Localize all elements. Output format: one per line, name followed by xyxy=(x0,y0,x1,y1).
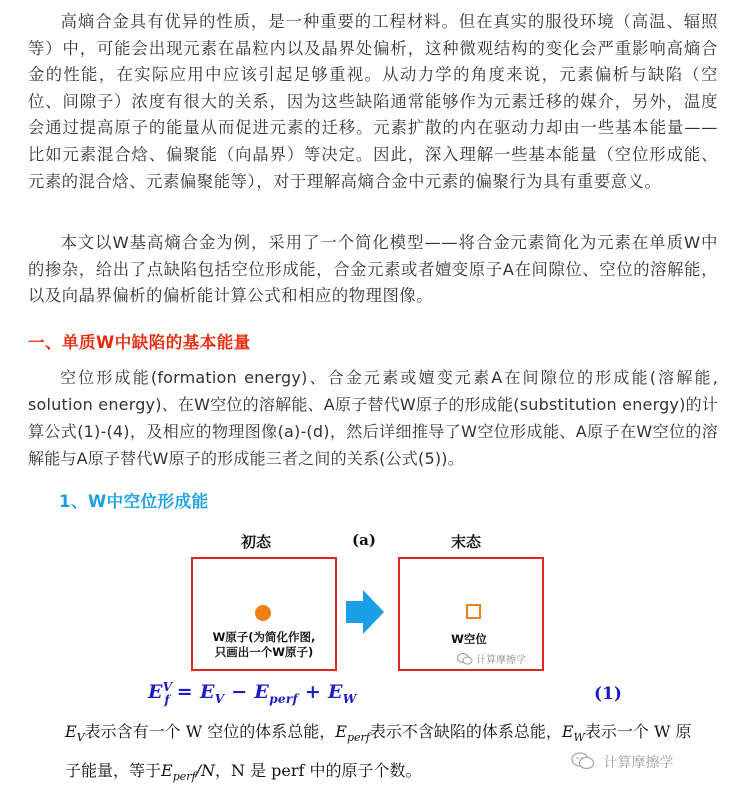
equation-number: (1) xyxy=(594,684,622,704)
initial-caption-line1: W原子(为简化作图, xyxy=(212,630,316,644)
explain-seg1: 表示含有一个 W 空位的体系总能， xyxy=(84,722,336,741)
section-heading: 一、单质W中缺陷的基本能量 xyxy=(28,333,251,352)
initial-state-title: 初态 xyxy=(241,533,272,551)
transition-arrow-icon xyxy=(346,590,386,634)
page-watermark xyxy=(571,752,673,774)
initial-caption-line2: 只画出一个W原子) xyxy=(214,645,314,659)
method-paragraph: 本文以W基高熵合金为例，采用了一个简化模型——将合金元素简化为元素在单质W中的掺杂，给出了点缺陷包括空位形成能，合金元素或者嬗变原子A在间隙位、空位的溶解能，以及向晶界偏析的偏析能计算公式和相应的物理图像。 xyxy=(28,233,718,306)
vacancy-formation-formula: $E^V_f = E_V - E_{perf} + E_W$ xyxy=(148,680,357,707)
explain-seg4: ，N 是 perf 中的原子个数。 xyxy=(214,761,422,781)
section-paragraph: 空位形成能(formation energy)、合金元素或嬗变元素A在间隙位的形成能(溶解能, solution energy)、在W空位的溶解能、A原子替代W原子的形成能(substitution energy)的计算公式(1)-(4)，及相应的物理图像(a)-(d)，然后详细推导了W空位形成能、A原子在W空位的溶解能与A原子替代W原子的形成能三者之间的关系(公式(5))。 xyxy=(28,368,718,468)
explain-seg2: 表示不含缺陷的体系总能， xyxy=(369,722,562,741)
figure-watermark xyxy=(457,651,526,668)
page-watermark-text: 计算摩擦学 xyxy=(603,755,674,771)
formula-explanation: $E_V$表示含有一个 W 空位的体系总能，$E_{perf}$表示不含缺陷的体系总能，$E_W$表示一个 W 原子能量，等于$E_{perf}/N$，N 是 perf 中的原子个数。 xyxy=(65,722,692,784)
w-vacancy-icon xyxy=(466,604,481,619)
wechat-icon xyxy=(457,653,473,668)
initial-state-caption xyxy=(193,630,335,660)
figure-watermark-text: 计算摩擦学 xyxy=(476,655,527,666)
wechat-icon xyxy=(571,752,595,774)
final-state-caption: W空位 xyxy=(451,632,487,646)
w-atom-icon xyxy=(255,605,271,621)
final-state-title: 末态 xyxy=(451,533,482,551)
figure-label: (a) xyxy=(352,531,376,549)
subsection-heading: 1、W中空位形成能 xyxy=(59,492,209,511)
explain-seg3: 表示一个 W 原子能量，等于 xyxy=(65,722,692,781)
intro-paragraph: 高熵合金具有优异的性质，是一种重要的工程材料。但在真实的服役环境（高温、辐照等）中，可能会出现元素在晶粒内以及晶界处偏析，这种微观结构的变化会严重影响高熵合金的性能，在实际应用中应该引起足够重视。从动力学的角度来说，元素偏析与缺陷（空位、间隙子）浓度有很大的关系，因为这些缺陷通常能够作为元素迁移的媒介，另外，温度会通过提高原子的能量从而促进元素的迁移。元素扩散的内在驱动力却由一些基本能量——比如元素混合焓、偏聚能（向晶界）等决定。因此，深入理解一些基本能量（空位形成能、元素的混合焓、元素偏聚能等），对于理解高熵合金中元素的偏聚行为具有重要意义。 xyxy=(28,12,718,191)
